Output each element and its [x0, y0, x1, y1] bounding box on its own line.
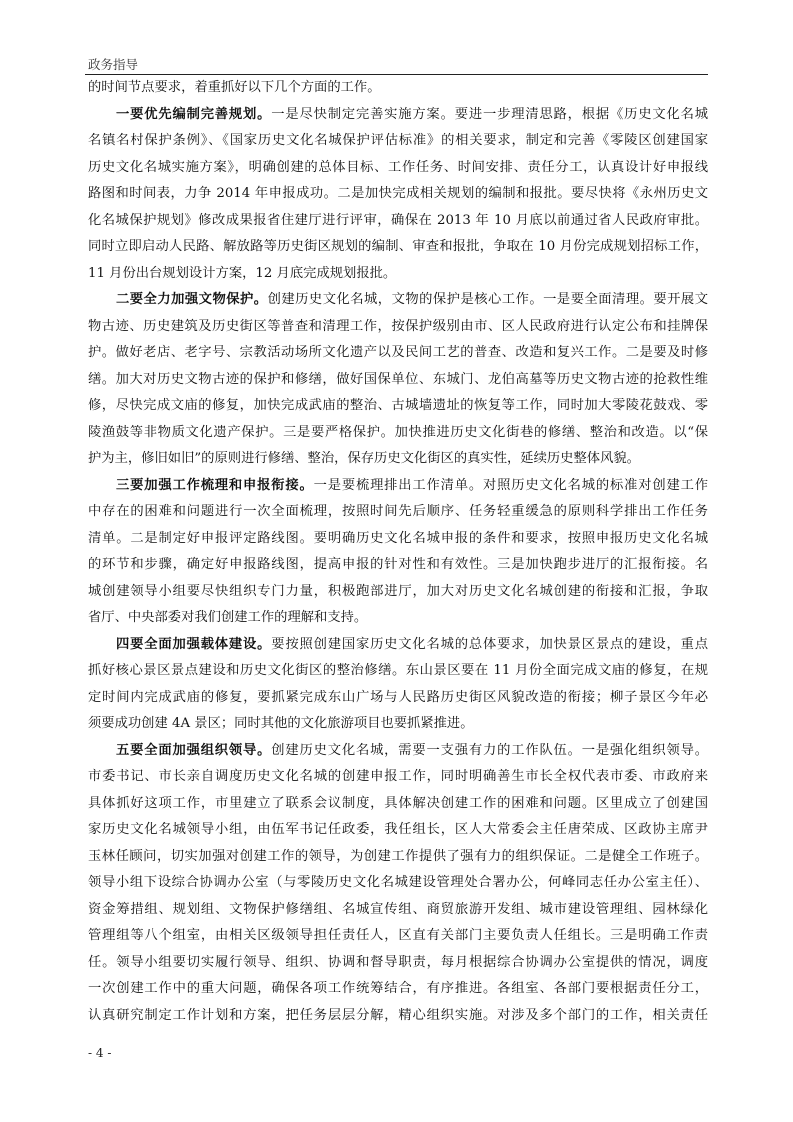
paragraph-line: 名镇名村保护条例》、《国家历史文化名城保护评估标准》的相关要求，制定和完善《零陵区创建国家	[88, 133, 708, 148]
paragraph-line: 省厅、中央部委对我们创建工作的理解和支持。	[88, 610, 368, 625]
paragraph-line	[88, 632, 708, 659]
paragraph-line: 的环节和步骤，确定好申报路线图，提高申报的针对性和有效性。三是加快跑步进厅的汇报衔接。名	[88, 557, 708, 572]
paragraph-line: 清单。二是制定好申报评定路线图。要明确历史文化名城申报的条件和要求，按照申报历史文化名城	[88, 530, 708, 546]
paragraph-text: 一是尽快制定完善实施方案。要进一步理清思路，根据《历史文化名城	[271, 106, 708, 122]
continued-paragraph-line: 的时间节点要求，着重抓好以下几个方面的工作。	[88, 80, 381, 95]
paragraph-line: 玉林任顾问，切实加强对创建工作的领导，为创建工作提供了强有力的组织保证。二是健全工作班子。	[88, 848, 708, 864]
paragraph-line: 定时间内完成武庙的修复，要抓紧完成东山广场与人民路历史街区风貌改造的衔接；柳子景区今年必	[88, 689, 708, 705]
section-heading: 四要全面加强载体建设。	[116, 636, 272, 652]
section-relics-protection	[88, 287, 708, 473]
section-carrier-construction	[88, 632, 708, 738]
paragraph-line: 市委书记、市长亲自调度历史文化名城的创建申报工作，同时明确善生市长全权代表市委、市政府来	[88, 769, 708, 784]
paragraph-line	[88, 102, 708, 129]
section-heading: 二要全力加强文物保护。	[116, 292, 268, 307]
paragraph-line: 须要成功创建 4A 景区；同时其他的文化旅游项目也要抓紧推进。	[88, 716, 474, 731]
paragraph-line: 修，尽快完成文庙的修复，加快完成武庙的整治、古城墙遗址的恢复等工作，同时加大零陵花鼓戏、零	[88, 398, 708, 413]
running-header-title: 政务指导	[88, 57, 139, 72]
section-heading: 三要加强工作梳理和申报衔接。	[116, 477, 314, 493]
section-review-and-application	[88, 473, 708, 632]
paragraph-line: 任。领导小组要切实履行领导、组织、协调和督导职责，每月根据综合协调办公室提供的情况，调度	[88, 954, 708, 970]
paragraph-text: 创建历史文化名城，需要一支强有力的工作队伍。一是强化组织领导。	[271, 742, 708, 758]
paragraph-line: 历史文化名城实施方案》，明确创建的总体目标、工作任务、时间安排、责任分工，认真设计好申报线	[88, 159, 708, 175]
paragraph-line: 护。做好老店、老字号、宗教活动场所文化遗产以及民间工艺的普查、改造和复兴工作。二是要及时修	[88, 345, 708, 360]
document-body	[88, 75, 708, 1029]
paragraph-line: 具体抓好这项工作，市里建立了联系会议制度，具体解决创建工作的困难和问题。区里成立了创建国	[88, 795, 708, 811]
page-number: - 4 -	[88, 1046, 112, 1060]
paragraph-line: 城创建领导小组要尽快组织专门力量，积极跑部进厅，加大对历史文化名城创建的衔接和汇报，争取	[88, 583, 708, 599]
paragraph-line: 中存在的困难和问题进行一次全面梳理，按照时间先后顺序、任务轻重缓急的原则科学排出工作任务	[88, 504, 708, 519]
paragraph-line: 抓好核心景区景点建设和历史文化街区的整治修缮。东山景区要在 11 月份全面完成文庙的修复，在规	[88, 663, 708, 678]
paragraph-line: 陵渔鼓等非物质文化遗产保护。三是要严格保护。加快推进历史文化街巷的修缮、整治和改造。以“保	[88, 424, 708, 440]
paragraph-text: 要按照创建国家历史文化名城的总体要求，加快景区景点的建设，重点	[271, 636, 708, 652]
paragraph-line: 同时立即启动人民路、解放路等历史街区规划的编制、审查和报批，争取在 10 月份完成规划招标工作，	[88, 239, 708, 254]
paragraph-line: 路图和时间表，力争 2014 年申报成功。二是加快完成相关规划的编制和报批。要尽快将《永州历史文	[88, 186, 708, 201]
paragraph-line	[88, 738, 708, 765]
paragraph-text: 创建历史文化名城，文物的保护是核心工作。一是要全面清理。要开展文	[267, 292, 708, 307]
paragraph-line: 家历史文化名城领导小组，由伍军书记任政委，我任组长，区人大常委会主任唐荣成、区政协主席尹	[88, 822, 708, 837]
section-organization-leadership	[88, 738, 708, 1030]
paragraph-line	[88, 287, 708, 314]
paragraph-line: 物古迹、历史建筑及历史街区等普查和清理工作，按保护级别由市、区人民政府进行认定公布和挂牌保	[88, 318, 708, 334]
section-planning	[88, 102, 708, 288]
section-heading: 五要全面加强组织领导。	[116, 742, 272, 758]
paragraph-line: 化名城保护规划》修改成果报省住建厅进行评审，确保在 2013 年 10 月底以前通过省人民政府审批。	[88, 212, 708, 228]
paragraph-line: 管理组等八个组室，由相关区级领导担任责任人，区直有关部门主要负责人任组长。三是明确工作责	[88, 928, 708, 943]
paragraph-line	[88, 473, 708, 500]
paragraph-line: 认真研究制定工作计划和方案，把任务层层分解，精心组织实施。对涉及多个部门的工作，相关责任	[88, 1007, 708, 1023]
paragraph-line: 领导小组下设综合协调办公室（与零陵历史文化名城建设管理处合署办公，何峰同志任办公室主任）、	[88, 875, 708, 890]
paragraph-line: 资金筹措组、规划组、文物保护修缮组、名城宣传组、商贸旅游开发组、城市建设管理组、园林绿化	[88, 901, 708, 917]
paragraph-line: 护为主，修旧如旧”的原则进行修缮、整治，保存历史文化街区的真实性，延续历史整体风貌。	[88, 451, 640, 466]
section-heading: 一要优先编制完善规划。	[116, 106, 272, 122]
paragraph-line: 一次创建工作中的重大问题，确保各项工作统筹结合，有序推进。各组室、各部门要根据责任分工，	[88, 981, 708, 996]
paragraph-text: 一是要梳理排出工作清单。对照历史文化名城的标准对创建工作	[313, 477, 708, 493]
paragraph-line: 11 月份出台规划设计方案，12 月底完成规划报批。	[88, 265, 397, 281]
paragraph-line: 缮。加大对历史文物古迹的保护和修缮，做好国保单位、东城门、龙伯高墓等历史文物古迹的抢救性维	[88, 371, 708, 387]
